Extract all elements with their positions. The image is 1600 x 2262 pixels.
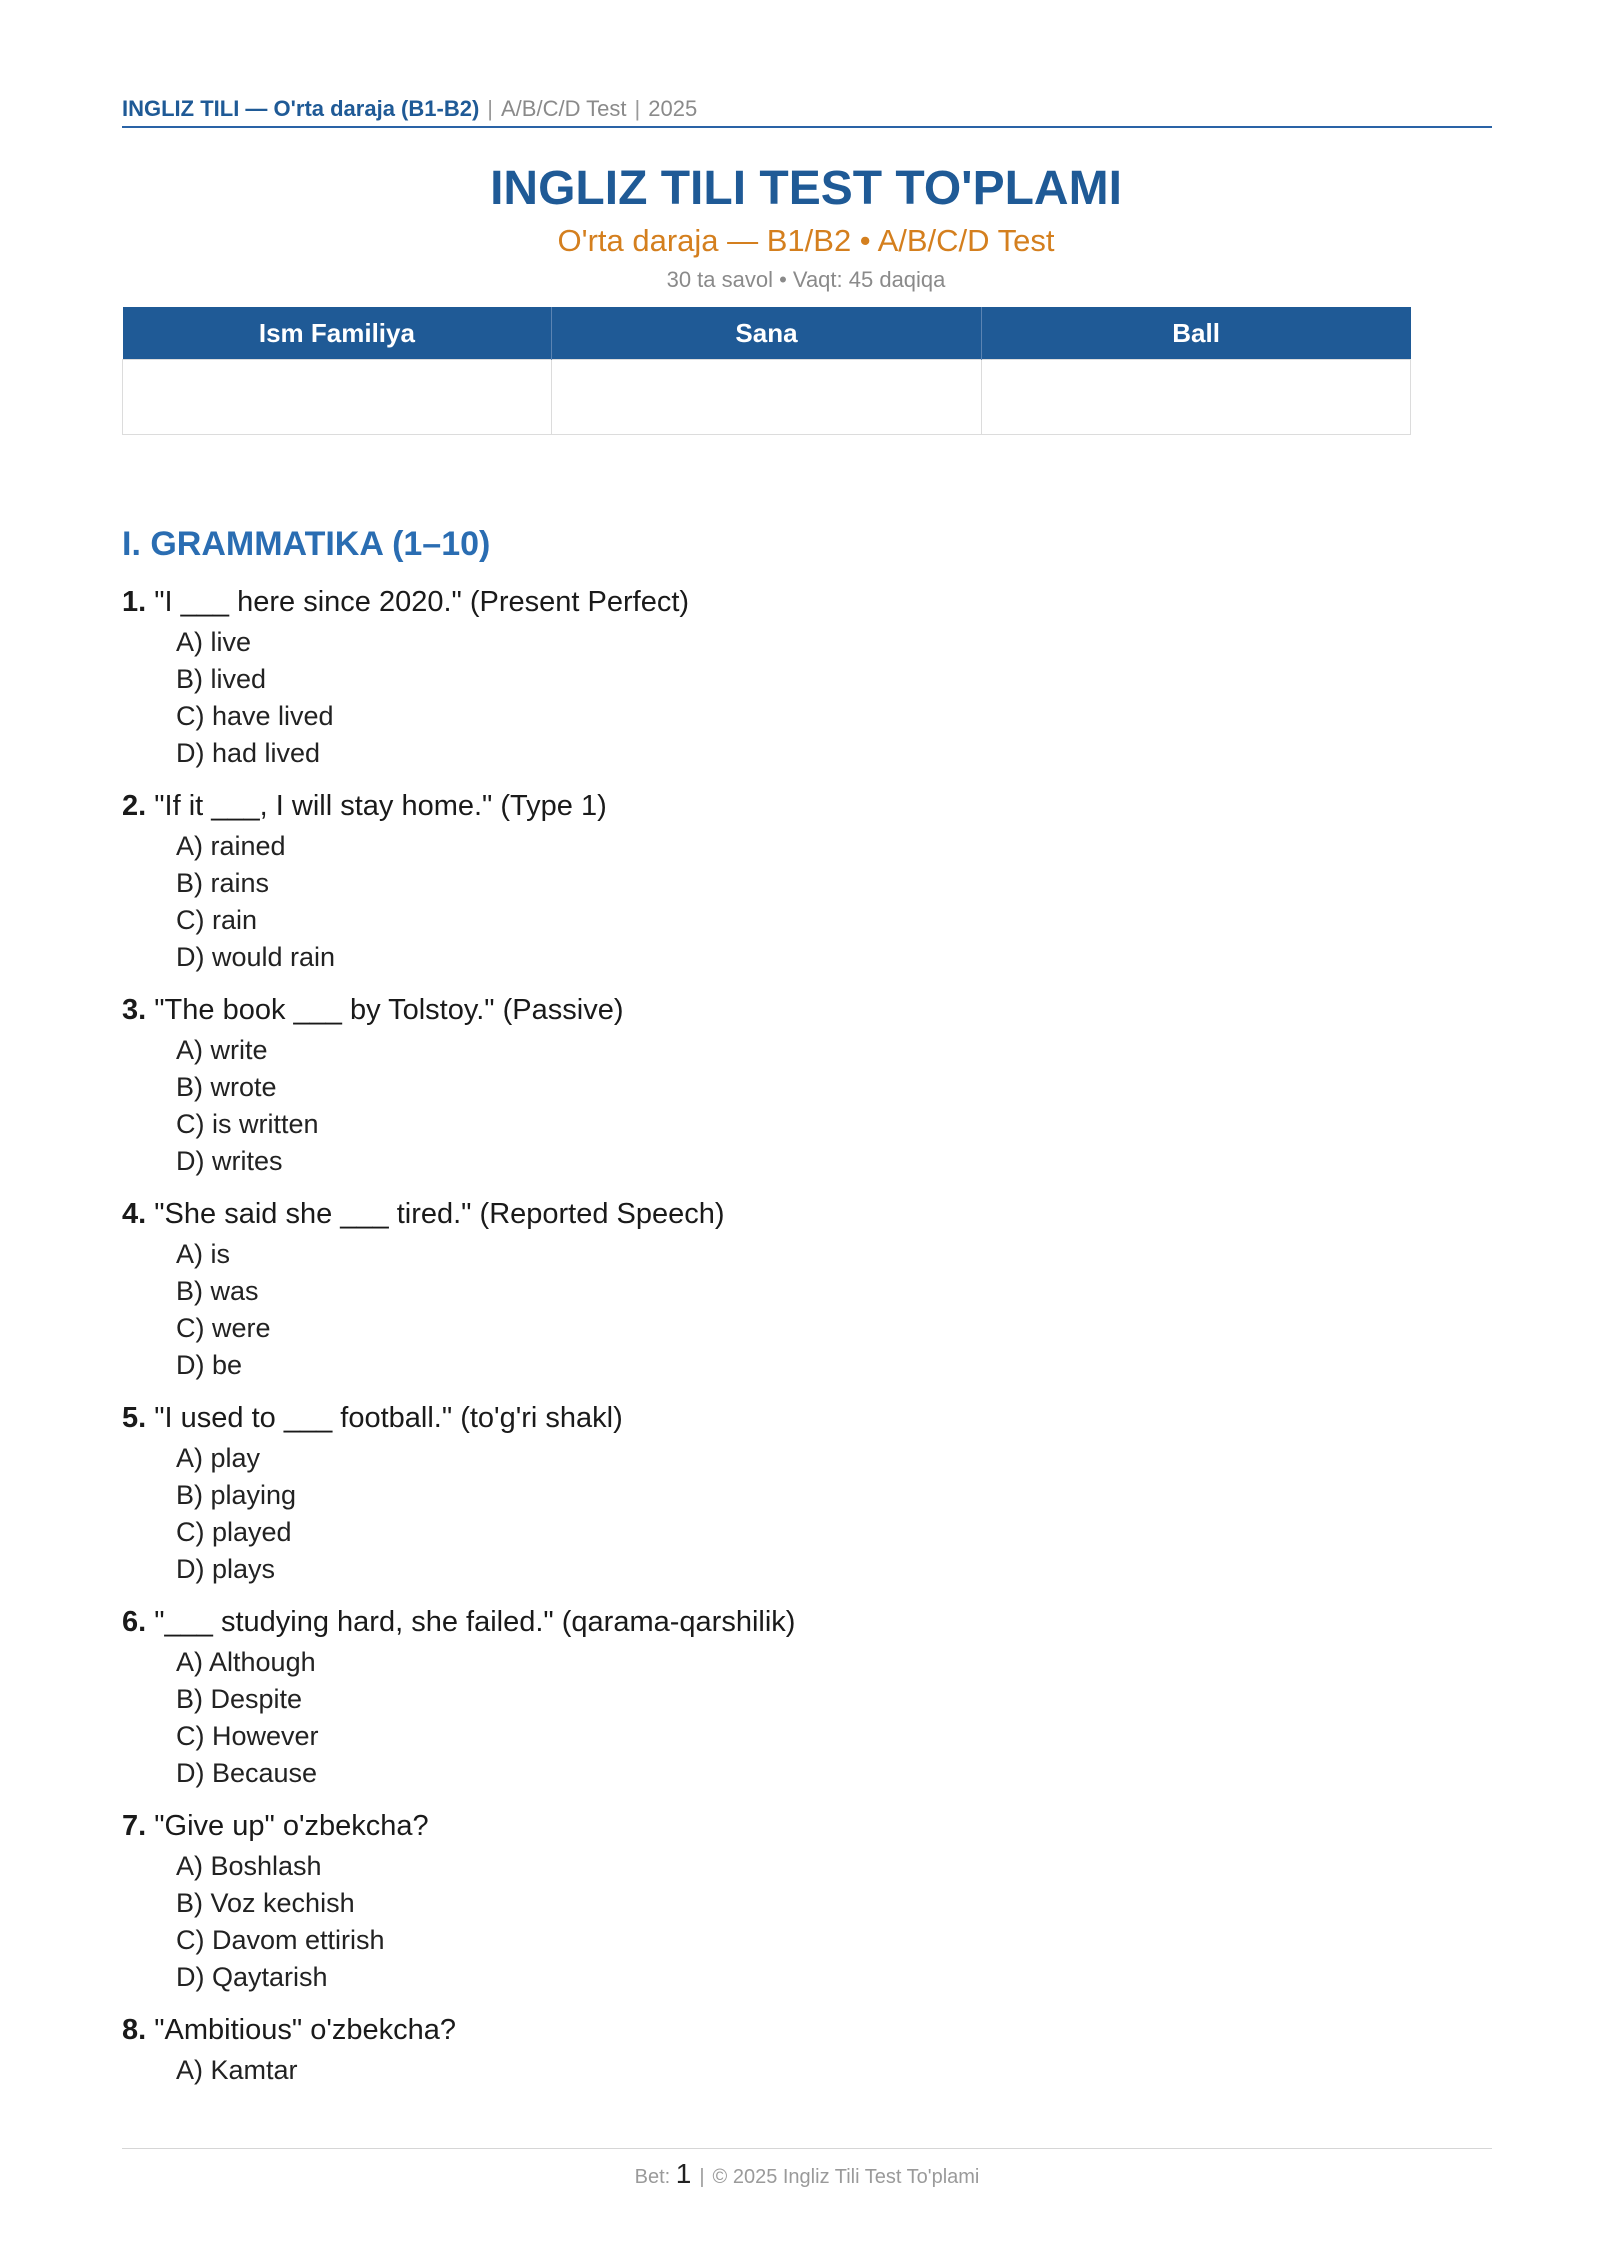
answer-option: C) Davom ettirish [176,1925,385,1955]
answer-option: A) rained [176,831,286,861]
question-prompt: "I used to ___ football." (to'g'ri shakl) [146,1402,623,1434]
question-number: 5. [122,1402,147,1434]
question-number: 2. [122,790,147,822]
answer-options [122,1236,1422,1384]
answer-option: B) Despite [176,1684,303,1714]
answer-options [122,1644,1422,1792]
question-item [122,2010,1422,2089]
question-item [122,582,1422,772]
answer-option: A) live [176,627,252,657]
question-text [122,990,1422,1030]
date-entry-cell[interactable] [552,360,981,435]
question-prompt: "She said she ___ tired." (Reported Speech) [146,1198,725,1230]
document-meta: 30 ta savol • Vaqt: 45 daqiqa [666,267,946,292]
info-header-name: Ism Familiya [123,307,552,360]
answer-option: A) Boshlash [176,1851,322,1881]
footer-separator: | [699,2166,705,2188]
header-year: 2025 [648,96,698,121]
question-text [122,2010,1422,2050]
answer-option: D) would rain [176,942,336,972]
answer-option: D) Because [176,1758,318,1788]
header-subject: INGLIZ TILI — O'rta daraja (B1-B2) [122,96,480,121]
answer-option: A) is [176,1239,230,1269]
question-prompt: "The book ___ by Tolstoy." (Passive) [146,994,624,1026]
question-text [122,786,1422,826]
answer-options [122,2052,1422,2089]
answer-option: C) have lived [176,701,334,731]
info-table-header-row [123,307,1411,360]
answer-option: A) play [176,1443,261,1473]
answer-option: A) write [176,1035,268,1065]
section-title: I. GRAMMATIKA (1–10) [122,525,491,563]
question-text [122,582,1422,622]
page-header [122,96,1492,128]
answer-options [122,1848,1422,1996]
question-number: 6. [122,1606,147,1638]
page-footer [122,2148,1492,2194]
answer-option: C) were [176,1313,271,1343]
question-list [122,582,1422,2103]
answer-option: C) played [176,1517,292,1547]
document-subtitle: O'rta daraja — B1/B2 • A/B/C/D Test [557,223,1055,258]
question-item [122,990,1422,1180]
answer-option: C) is written [176,1109,319,1139]
page-label: Bet: [634,2166,671,2188]
answer-option: D) plays [176,1554,276,1584]
answer-option: B) Voz kechish [176,1888,355,1918]
student-info-table [122,307,1411,435]
question-prompt: "___ studying hard, she failed." (qarama-qarshilik) [146,1606,796,1638]
name-entry-cell[interactable] [123,360,552,435]
answer-option: B) rains [176,868,270,898]
question-text [122,1398,1422,1438]
question-number: 8. [122,2014,147,2046]
footer-copyright: © 2025 Ingliz Tili Test To'plami [712,2166,980,2188]
question-prompt: "Ambitious" o'zbekcha? [146,2014,457,2046]
answer-option: B) playing [176,1480,297,1510]
answer-option: D) be [176,1350,243,1380]
question-item [122,1602,1422,1792]
answer-options [122,624,1422,772]
question-item [122,1398,1422,1588]
question-item [122,1194,1422,1384]
answer-option: C) rain [176,905,258,935]
answer-option: A) Kamtar [176,2055,298,2085]
question-prompt: "Give up" o'zbekcha? [146,1810,429,1842]
answer-option: D) Qaytarish [176,1962,328,1992]
answer-option: D) writes [176,1146,283,1176]
question-prompt: "If it ___, I will stay home." (Type 1) [146,790,607,822]
question-text [122,1806,1422,1846]
header-test-type: A/B/C/D Test [501,96,627,121]
answer-option: D) had lived [176,738,321,768]
answer-option: B) wrote [176,1072,277,1102]
answer-option: C) However [176,1721,319,1751]
header-separator: | [487,96,493,121]
score-entry-cell[interactable] [981,360,1410,435]
answer-options [122,828,1422,976]
question-number: 4. [122,1198,147,1230]
info-header-score: Ball [981,307,1410,360]
question-item [122,1806,1422,1996]
answer-options [122,1032,1422,1180]
question-number: 3. [122,994,147,1026]
info-header-date: Sana [552,307,981,360]
question-text [122,1602,1422,1642]
info-table-entry-row [123,360,1411,435]
question-text [122,1194,1422,1234]
document-title: INGLIZ TILI TEST TO'PLAMI [490,162,1122,215]
question-item [122,786,1422,976]
question-number: 1. [122,586,147,618]
answer-option: B) was [176,1276,259,1306]
question-prompt: "I ___ here since 2020." (Present Perfect) [146,586,690,618]
header-separator: | [634,96,641,121]
answer-option: B) lived [176,664,267,694]
answer-options [122,1440,1422,1588]
page-number: 1 [675,2158,692,2189]
answer-option: A) Although [176,1647,316,1677]
question-number: 7. [122,1810,147,1842]
